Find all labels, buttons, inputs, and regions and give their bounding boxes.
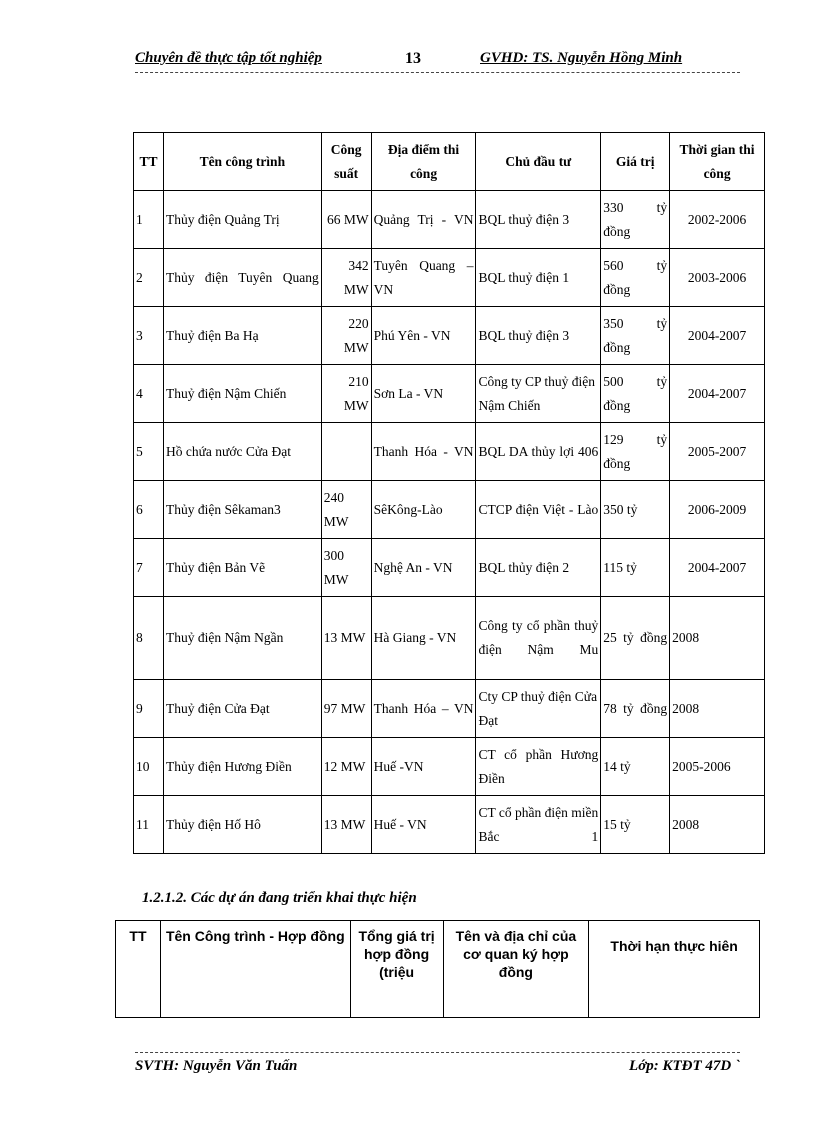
table-row	[134, 249, 765, 307]
cell-capacity: 12 MW	[321, 738, 371, 796]
cell-location: Huế - VN	[371, 796, 476, 854]
cell-owner: BQL thuỷ điện 1	[476, 249, 601, 307]
footer-class: Lớp: KTĐT 47D `	[629, 1058, 740, 1074]
cell-value: 115 tỷ	[601, 539, 670, 597]
table-row	[134, 307, 765, 365]
cell-location: Quảng Trị - VN	[371, 191, 476, 249]
col-header-contract-value: Tổng giá trị hợp đồng (triệu	[350, 921, 443, 1018]
cell-tt: 8	[134, 597, 164, 680]
cell-period: 2005-2007	[670, 423, 765, 481]
col-header-value: Giá trị	[601, 133, 670, 191]
cell-owner: Công ty CP thuỷ điện Nậm Chiến	[476, 365, 601, 423]
cell-capacity: 13 MW	[321, 796, 371, 854]
header-document-title: Chuyên đề thực tập tốt nghiệp	[135, 50, 322, 66]
table-row	[134, 597, 765, 680]
header-supervisor: GVHD: TS. Nguyễn Hồng Minh	[480, 50, 683, 66]
cell-owner: BQL thuỷ điện 3	[476, 307, 601, 365]
cell-tt: 2	[134, 249, 164, 307]
cell-capacity: 342 MW	[321, 249, 371, 307]
cell-location: SêKông-Lào	[371, 481, 476, 539]
header-divider	[135, 72, 740, 73]
cell-tt: 1	[134, 191, 164, 249]
cell-owner: Cty CP thuỷ điện Cửa Đạt	[476, 680, 601, 738]
col-header-location: Địa điểm thi công	[371, 133, 476, 191]
table-header-row	[134, 133, 765, 191]
cell-period: 2004-2007	[670, 539, 765, 597]
cell-location: Thanh Hóa – VN	[371, 680, 476, 738]
cell-project-name: Thuỷ điện Ba Hạ	[163, 307, 321, 365]
table-row	[134, 680, 765, 738]
cell-value: 25 tỷ đồng	[601, 597, 670, 680]
cell-capacity: 240 MW	[321, 481, 371, 539]
cell-project-name: Thủy điện Sêkaman3	[163, 481, 321, 539]
cell-location: Sơn La - VN	[371, 365, 476, 423]
cell-period: 2008	[670, 680, 765, 738]
cell-period: 2004-2007	[670, 307, 765, 365]
cell-period: 2004-2007	[670, 365, 765, 423]
cell-location: Tuyên Quang – VN	[371, 249, 476, 307]
cell-capacity: 97 MW	[321, 680, 371, 738]
col-header-tt: TT	[134, 133, 164, 191]
cell-value: 500 tỷ đồng	[601, 365, 670, 423]
col-header-project-name: Tên công trình	[163, 133, 321, 191]
cell-value: 350 tỷ đồng	[601, 307, 670, 365]
table-row	[134, 539, 765, 597]
cell-tt: 11	[134, 796, 164, 854]
cell-tt: 3	[134, 307, 164, 365]
cell-value: 78 tỷ đồng	[601, 680, 670, 738]
cell-tt: 6	[134, 481, 164, 539]
table-row	[134, 481, 765, 539]
cell-period: 2008	[670, 796, 765, 854]
cell-location: Huế -VN	[371, 738, 476, 796]
cell-project-name: Thủy điện Bản Vẽ	[163, 539, 321, 597]
cell-value: 15 tỷ	[601, 796, 670, 854]
cell-location: Thanh Hóa - VN	[371, 423, 476, 481]
cell-owner: CT cổ phần Hương Điền	[476, 738, 601, 796]
table-row	[134, 423, 765, 481]
cell-project-name: Hồ chứa nước Cửa Đạt	[163, 423, 321, 481]
cell-owner: CT cổ phần điện miền Bắc 1	[476, 796, 601, 854]
ongoing-projects-table	[115, 920, 760, 1018]
cell-period: 2005-2006	[670, 738, 765, 796]
table-row	[134, 796, 765, 854]
cell-tt: 9	[134, 680, 164, 738]
cell-period: 2006-2009	[670, 481, 765, 539]
cell-period: 2002-2006	[670, 191, 765, 249]
cell-owner: BQL thuỷ điện 3	[476, 191, 601, 249]
page-header	[135, 50, 740, 72]
footer-divider	[135, 1052, 740, 1053]
completed-projects-table	[133, 132, 765, 854]
cell-tt: 4	[134, 365, 164, 423]
cell-capacity: 220 MW	[321, 307, 371, 365]
table-header-row	[116, 921, 760, 1018]
cell-owner: Công ty cổ phần thuỷ điện Nậm Mu	[476, 597, 601, 680]
col-header-contract-name: Tên Công trình - Hợp đồng	[160, 921, 350, 1018]
cell-value: 560 tỷ đồng	[601, 249, 670, 307]
cell-value: 330 tỷ đồng	[601, 191, 670, 249]
cell-capacity: 66 MW	[321, 191, 371, 249]
cell-project-name: Thuỷ điện Nậm Chiến	[163, 365, 321, 423]
cell-owner: BQL DA thủy lợi 406	[476, 423, 601, 481]
section-heading: 1.2.1.2. Các dự án đang triển khai thực hiện	[142, 890, 417, 906]
cell-value: 14 tỷ	[601, 738, 670, 796]
col-header-capacity: Công suất	[321, 133, 371, 191]
cell-tt: 7	[134, 539, 164, 597]
cell-capacity: 210 MW	[321, 365, 371, 423]
cell-capacity	[321, 423, 371, 481]
cell-owner: CTCP điện Việt - Lào	[476, 481, 601, 539]
page-number: 13	[405, 50, 421, 67]
cell-value: 129 tỷ đồng	[601, 423, 670, 481]
page-footer	[135, 1058, 740, 1080]
table-row	[134, 191, 765, 249]
cell-project-name: Thủy điện Quảng Trị	[163, 191, 321, 249]
cell-period: 2003-2006	[670, 249, 765, 307]
cell-value: 350 tỷ	[601, 481, 670, 539]
cell-project-name: Thủy điện Hố Hô	[163, 796, 321, 854]
col-header-contracting-agency: Tên và địa chỉ của cơ quan ký hợp đồng	[443, 921, 589, 1018]
cell-capacity: 300 MW	[321, 539, 371, 597]
col-header-duration: Thời hạn thực hiên	[589, 921, 760, 1018]
cell-project-name: Thuỷ điện Nậm Ngần	[163, 597, 321, 680]
cell-tt: 5	[134, 423, 164, 481]
col-header-owner: Chủ đầu tư	[476, 133, 601, 191]
table-row	[134, 738, 765, 796]
cell-location: Hà Giang - VN	[371, 597, 476, 680]
footer-student: SVTH: Nguyễn Văn Tuấn	[135, 1058, 298, 1074]
cell-tt: 10	[134, 738, 164, 796]
cell-project-name: Thủy điện Tuyên Quang	[163, 249, 321, 307]
col-header-period: Thời gian thi công	[670, 133, 765, 191]
cell-project-name: Thủy điện Hương Điền	[163, 738, 321, 796]
col-header-tt: TT	[116, 921, 161, 1018]
cell-project-name: Thuỷ điện Cửa Đạt	[163, 680, 321, 738]
cell-capacity: 13 MW	[321, 597, 371, 680]
table-row	[134, 365, 765, 423]
cell-period: 2008	[670, 597, 765, 680]
cell-location: Nghệ An - VN	[371, 539, 476, 597]
cell-location: Phú Yên - VN	[371, 307, 476, 365]
cell-owner: BQL thủy điện 2	[476, 539, 601, 597]
